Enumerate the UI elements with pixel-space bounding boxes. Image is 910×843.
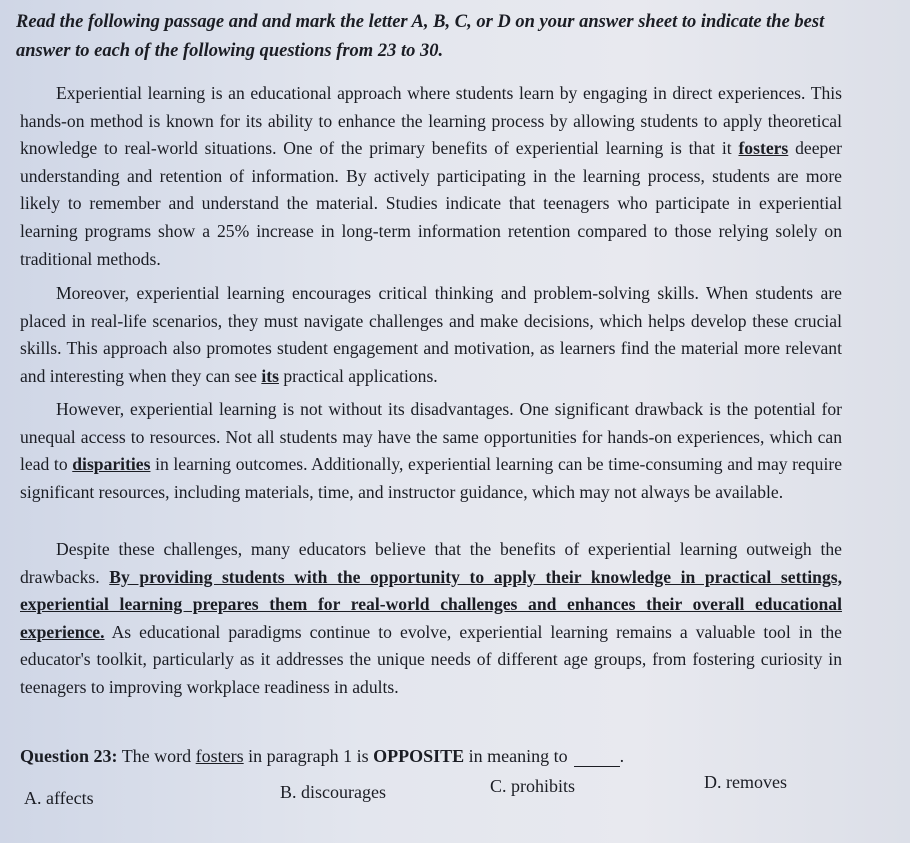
option-b[interactable]: B. discourages: [280, 782, 386, 802]
question-label: Question 23:: [20, 746, 118, 766]
question-text-after: in meaning to: [464, 746, 568, 766]
answer-blank: [574, 751, 620, 767]
underlined-word-its: its: [261, 365, 279, 386]
underlined-sentence: By providing students with the opportunity to apply their knowledge in practical settings, experiential learning prepares them for real-world challenges and enhances their overall educational experience.: [20, 566, 843, 642]
option-d[interactable]: D. removes: [704, 772, 787, 792]
question-text-before: The word: [117, 746, 196, 766]
question-23: [20, 746, 624, 767]
p1-text-after: deeper understanding and retention of information. By actively participating in the learning process, students are more likely to remember and understand the material. Studies indicate that teenagers who participate in experiential learning programs show a 25% increase in long-term information retention compared to those relying solely on traditional methods.: [20, 138, 842, 269]
paragraph-4: [20, 536, 842, 702]
p3-text-before: However, experiential learning is not without its disadvantages. One significant drawback is the potential for unequal access to resources. Not all students may have the same opportunities for hands-on experiences, which can lead to: [20, 399, 842, 475]
p4-text-after: As educational paradigms continue to evolve, experiential learning remains a valuable tool in the educator's toolkit, particularly as it addresses the unique needs of different age groups, from fostering curiosity in teenagers to improving workplace readiness in adults.: [20, 621, 842, 697]
p2-text-before: Moreover, experiential learning encourages critical thinking and problem-solving skills. When students are placed in real-life scenarios, they must navigate challenges and make decisions, which helps develop these crucial skills. This approach also promotes student engagement and motivation, as learners find the material more relevant and interesting when they can see: [20, 283, 842, 386]
option-c[interactable]: C. prohibits: [490, 776, 576, 796]
paragraph-1: [20, 80, 842, 273]
underlined-word-disparities: disparities: [72, 454, 151, 475]
option-a[interactable]: A. affects: [24, 788, 94, 808]
question-emphasis: OPPOSITE: [373, 746, 465, 766]
question-word: fosters: [195, 746, 244, 766]
p1-text-before: Experiential learning is an educational approach where students learn by engaging in direct experiences. This hands-on method is known for its ability to enhance the learning process by allowing students to apply theoretical knowledge to real-world situations. One of the primary benefits of experiential learning is that it: [20, 83, 842, 159]
paragraph-2: [20, 280, 842, 390]
p3-text-after: in learning outcomes. Additionally, experiential learning can be time-consuming and may require significant resources, including materials, time, and instructor guidance, which may not always be available.: [20, 454, 842, 502]
paragraph-3: [20, 396, 842, 506]
question-text-middle: in paragraph 1 is: [243, 746, 374, 766]
p2-text-after: practical applications.: [278, 365, 438, 386]
underlined-word-fosters: fosters: [738, 138, 789, 159]
p4-text-before: Despite these challenges, many educators believe that the benefits of experiential learning outweigh the drawbacks.: [20, 539, 842, 587]
question-end: .: [619, 746, 625, 766]
instruction-text: Read the following passage and and mark the letter A, B, C, or D on your answer sheet to indicate the best answer to each of the following questions from 23 to 30.: [16, 12, 825, 61]
